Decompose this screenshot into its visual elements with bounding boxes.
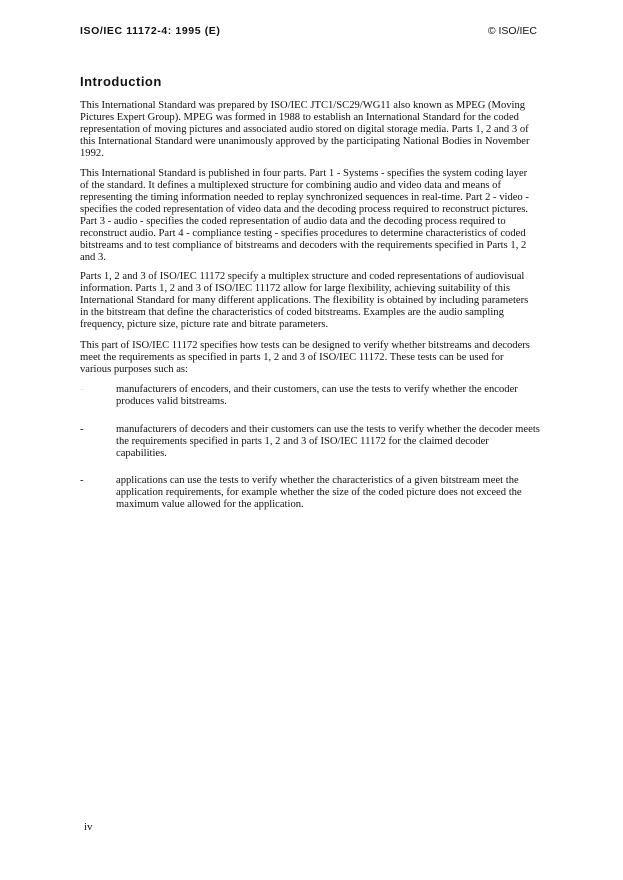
text-line: Pictures Expert Group). MPEG was formed in 1988 to establish an International Standard for the coded [80, 112, 519, 123]
text-line: this International Standard were unanimously approved by the participating National Bodies in November [80, 136, 530, 147]
text-line: This part of ISO/IEC 11172 specifies how tests can be designed to verify whether bitstreams and decoders [80, 340, 530, 351]
text-line: and 3. [80, 252, 106, 263]
paragraph-3 [80, 271, 528, 331]
section-title: Introduction [80, 74, 162, 89]
text-line: Parts 1, 2 and 3 of ISO/IEC 11172 specify a multiplex structure and coded representations of audiovisual [80, 271, 525, 282]
text-line: frequency, picture size, picture rate and bitrate parameters. [80, 319, 329, 330]
text-line: capabilities. [116, 448, 167, 459]
text-line: representation of moving pictures and associated audio stored on digital storage media. Parts 1, 2 and 3 of [80, 124, 529, 135]
text-line: applications can use the tests to verify whether the characteristics of a given bitstream meet the [116, 475, 519, 486]
text-line: This International Standard is published in four parts. Part 1 - Systems - specifies the system coding layer [80, 168, 528, 179]
text-line: of the standard. It defines a multiplexed structure for combining audio and video data and means of [80, 180, 501, 191]
text-line: This International Standard was prepared by ISO/IEC JTC1/SC29/WG11 also known as MPEG (Moving [80, 100, 526, 111]
text-line: reconstruct audio. Part 4 - compliance testing - specifies procedures to determine characteristics of coded [80, 228, 526, 239]
bullet-dash: - [80, 384, 84, 395]
paragraph-4 [80, 340, 530, 376]
text-line: manufacturers of encoders, and their customers, can use the tests to verify whether the encoder [116, 384, 518, 395]
text-line: representing the timing information needed to replay synchronized sequences in real-time. Part 2 - video - [80, 192, 529, 203]
text-line: information. Parts 1, 2 and 3 of ISO/IEC 11172 allow for large flexibility, achieving suitability of this [80, 283, 510, 294]
paragraph-1 [80, 100, 530, 160]
text-line: the requirements specified in parts 1, 2 and 3 of ISO/IEC 11172 for the claimed decoder [116, 436, 489, 447]
copyright-notice: © ISO/IEC [487, 25, 537, 37]
text-line: application requirements, for example whether the size of the coded picture does not exceed the [116, 487, 522, 498]
bullet-dash: - [80, 424, 84, 435]
text-line: manufacturers of decoders and their customers can use the tests to verify whether the decoder meets [116, 424, 540, 435]
text-line: in the bitstream that define the characteristics of coded bitstreams. Examples are the audio sampling [80, 307, 504, 318]
document-header-reference: ISO/IEC 11172-4: 1995 (E) [80, 25, 221, 37]
text-line: various purposes such as: [80, 364, 188, 375]
text-line: bitstreams and to test compliance of bitstreams and decoders with the requirements specified in Parts 1, 2 [80, 240, 527, 251]
text-line: 1992. [80, 148, 104, 159]
text-line: maximum value allowed for the application. [116, 499, 304, 510]
bullet-dash: - [80, 475, 84, 486]
paragraph-2 [80, 168, 529, 264]
text-line: produces valid bitstreams. [116, 396, 227, 407]
page-number: iv [84, 821, 93, 833]
text-line: Part 3 - audio - specifies the coded representation of audio data and the decoding process required to [80, 216, 506, 227]
text-line: specifies the coded representation of video data and the decoding process required to reconstruct pictures. [80, 204, 529, 215]
text-line: International Standard for many different applications. The flexibility is obtained by including parameters [80, 295, 529, 306]
text-line: meet the requirements as specified in parts 1, 2 and 3 of ISO/IEC 11172. These tests can be used for [80, 352, 504, 363]
